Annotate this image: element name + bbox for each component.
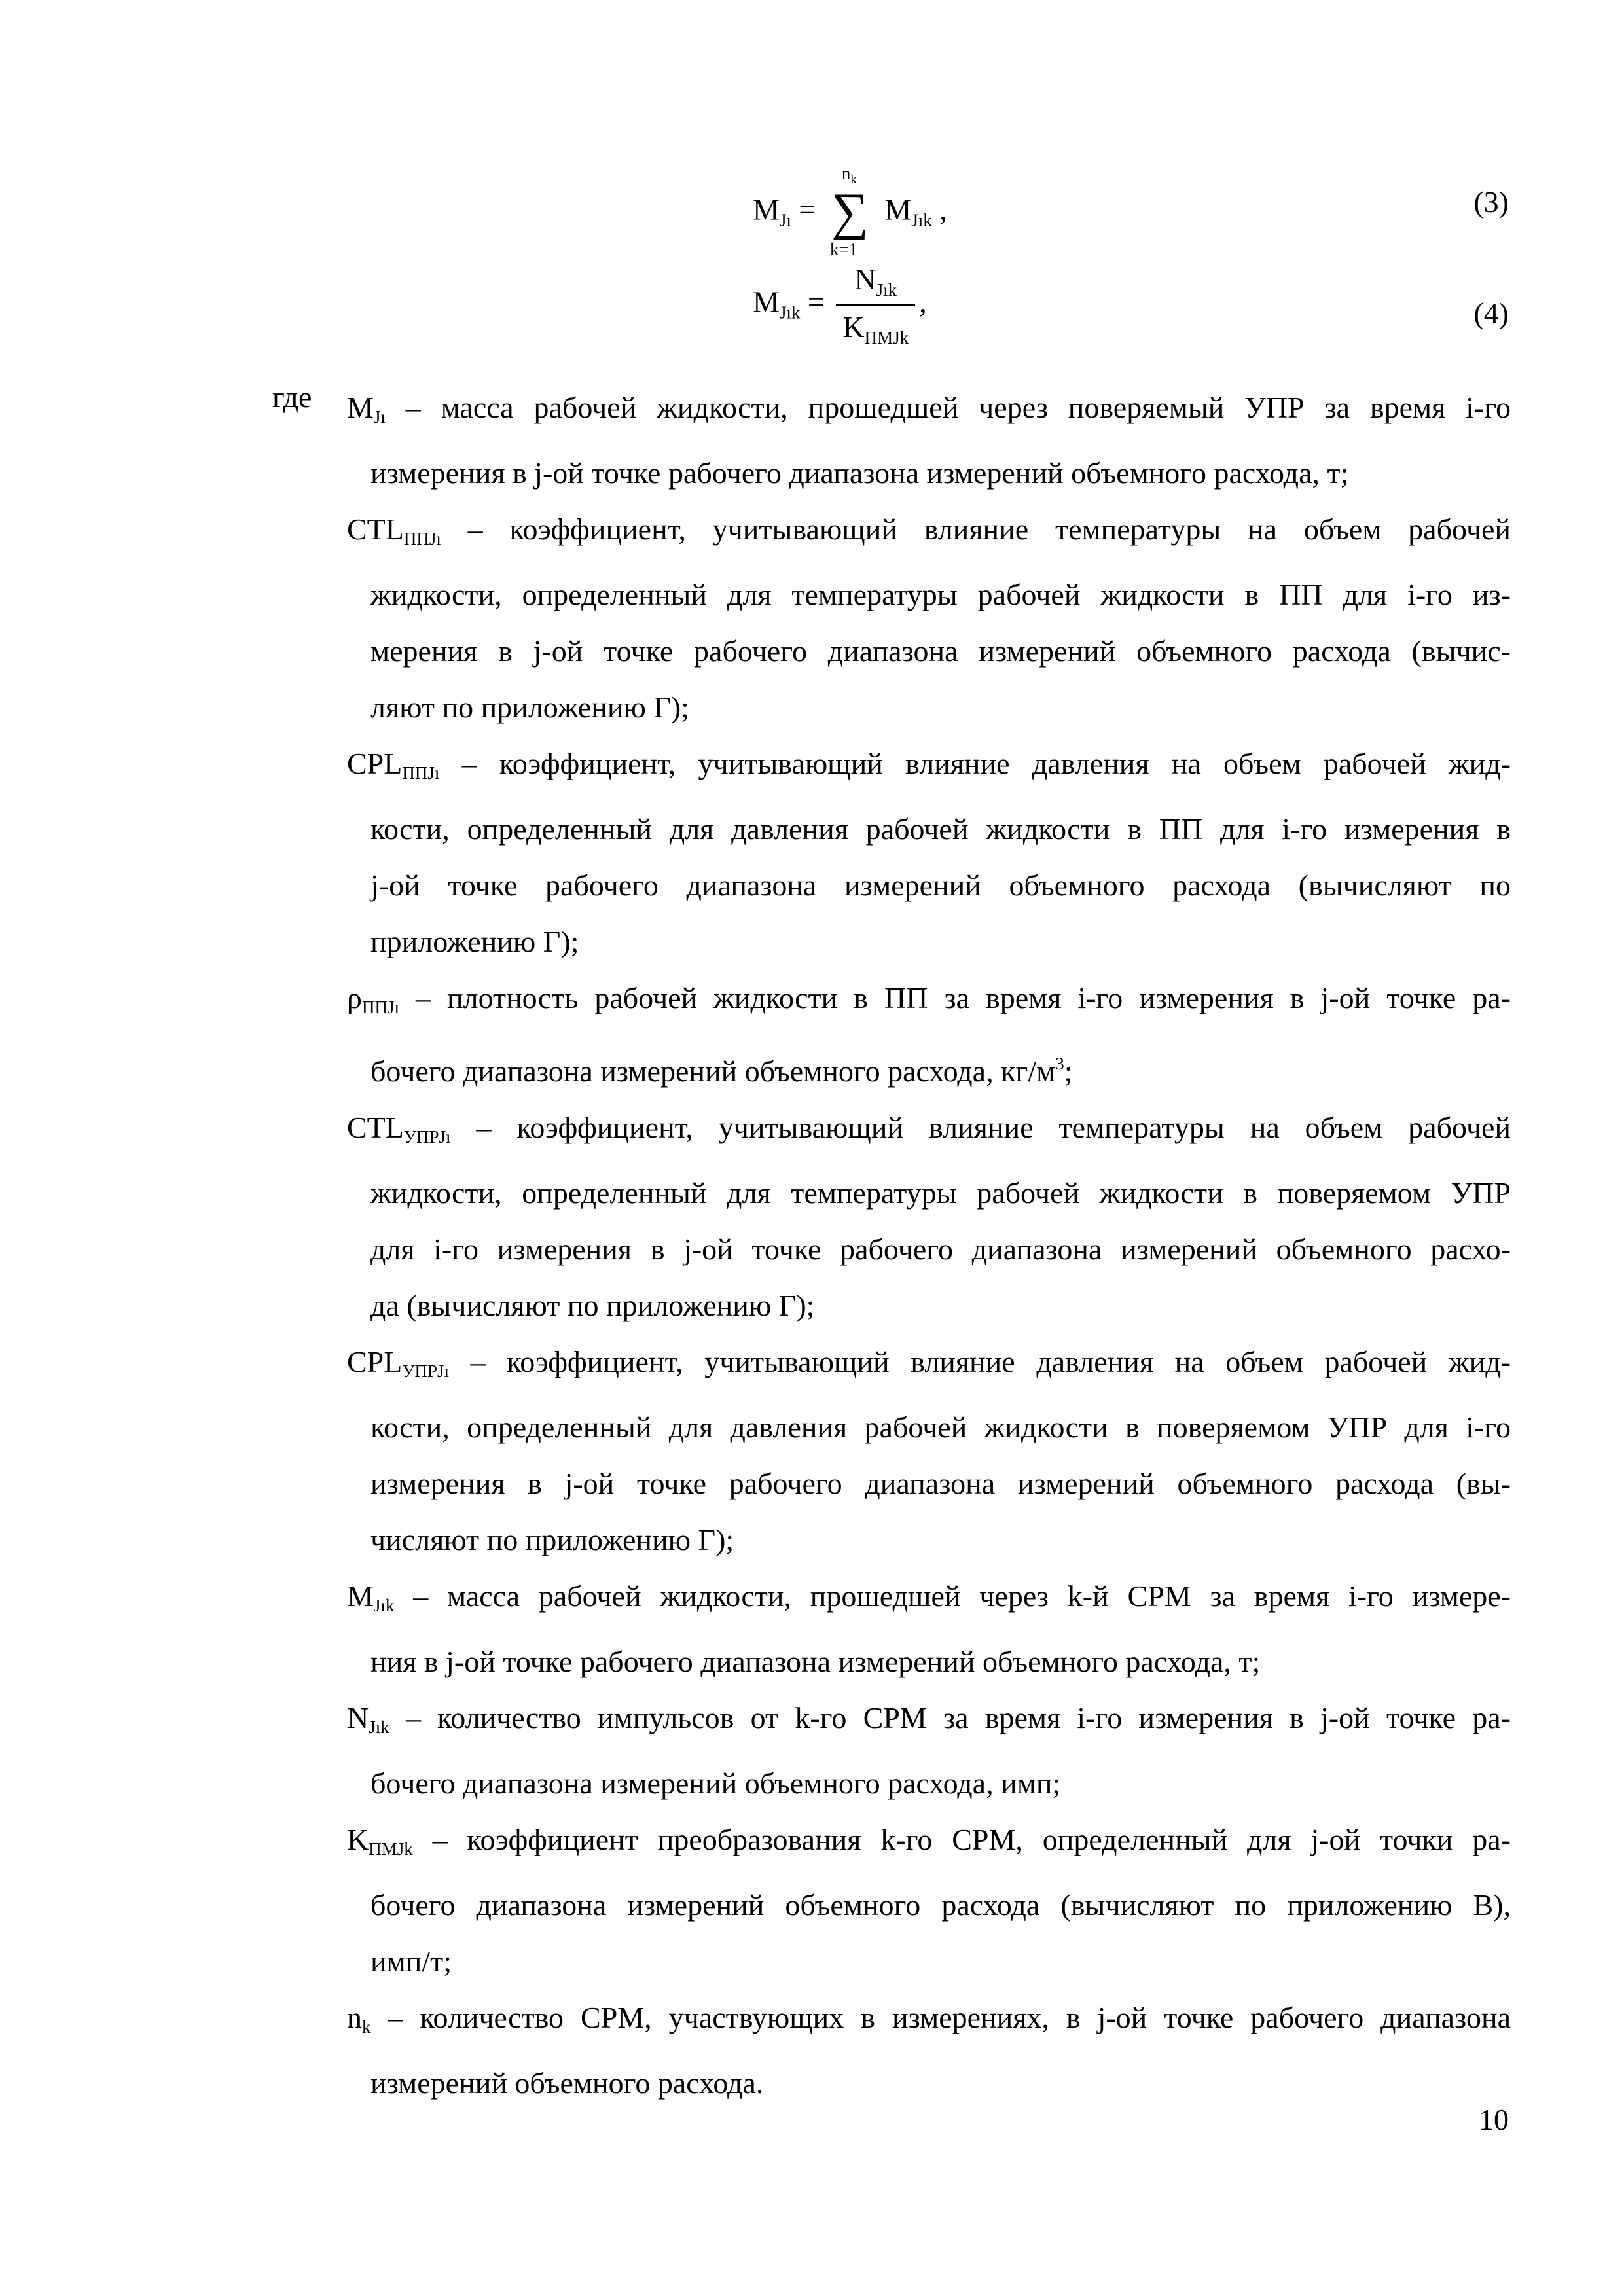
sigma-symbol: ∑: [831, 183, 869, 241]
fraction: [836, 262, 915, 348]
definition-item: CTLУПРJı – коэффициент, учитывающий влияние температуры на объем рабочей жидкости, определенный для температуры рабочей жидкости в поверяемом УПР для i-го измерения в j-ой точке рабочего диапазона измерений объемного расхо- да (вычисляют по приложению Г);: [347, 1111, 1511, 1322]
definition-item: NJık – количество импульсов от k-го СРМ за время i-го измерения в j-ой точке ра- бочего диапазона измерений объемного расхода, имп;: [347, 1701, 1511, 1800]
eq3-rhs-sub: Jık: [911, 210, 932, 230]
definition-item: KПМJk – коэффициент преобразования k-го СРМ, определенный для j-ой точки ра- бочего диапазона измерений объемного расхода (вычисляют по приложению В), имп/т;: [347, 1823, 1511, 1978]
eq3-lhs: M: [753, 192, 780, 226]
page-number: 10: [1479, 2103, 1509, 2136]
sum-operator: [827, 164, 873, 259]
definition-item: MJık – масса рабочей жидкости, прошедшей через k-й СРМ за время i-го измере- ния в j-ой точке рабочего диапазона измерений объемного расхода, т;: [347, 1579, 1511, 1678]
eq3-tail: ,: [939, 192, 947, 226]
equation-number-3: (3): [1473, 185, 1509, 219]
eq3-equals: =: [799, 192, 816, 226]
definition-item: ρППJı – плотность рабочей жидкости в ПП за время i-го измерения в j-ой точке ра- бочего диапазона измерений объемного расхода, $кг/м^3$;: [347, 981, 1511, 1088]
eq4-equals: =: [807, 285, 825, 319]
equation-number-4: (4): [1473, 296, 1509, 330]
where-label: где: [272, 380, 312, 414]
definition-item: CPLППJı – коэффициент, учитывающий влияние давления на объем рабочей жид- кости, определенный для давления рабочей жидкости в ПП для i-го измерения в j-ой точке рабочего диапазона измерений объемного расхода (вычисляют по приложению Г);: [347, 747, 1511, 958]
eq4-lhs-sub: Jık: [779, 302, 801, 323]
fraction-numerator: $N_{Jık}$: [836, 262, 915, 306]
eq3-rhs: M: [884, 192, 912, 226]
definition-item: nk – количество СРМ, участвующих в измерениях, в j-ой точке рабочего диапазона измерений объемного расхода.: [347, 2001, 1511, 2100]
sum-upper-limit-sub: k: [850, 173, 857, 187]
equation-4: [0, 262, 1624, 393]
sum-lower-limit: k=1: [829, 240, 858, 259]
sum-upper-limit: n: [841, 164, 851, 183]
fraction-denominator: $K_{ПМJk}$: [842, 310, 909, 348]
eq3-lhs-sub: Jı: [779, 210, 791, 230]
eq4-tail: ,: [919, 285, 927, 319]
definitions-list: [274, 380, 1511, 2111]
definition-item: MJı – масса рабочей жидкости, прошедшей через поверяемый УПР за время i-го измерения в j-ой точке рабочего диапазона измерений объемного расхода, т;: [347, 391, 1511, 490]
eq4-lhs: M: [753, 285, 780, 319]
definition-item: CTLППJı – коэффициент, учитывающий влияние температуры на объем рабочей жидкости, определенный для температуры рабочей жидкости в ПП для i-го из- мерения в j-ой точке рабочего диапазона измерений объемного расхода (вычис- ляют по приложению Г);: [347, 512, 1511, 724]
definition-item: CPLУПРJı – коэффициент, учитывающий влияние давления на объем рабочей жид- кости, определенный для давления рабочей жидкости в поверяемом УПР для i-го измерения в j-ой точке рабочего диапазона измерений объемного расхода (вы- числяют по приложению Г);: [347, 1345, 1511, 1556]
